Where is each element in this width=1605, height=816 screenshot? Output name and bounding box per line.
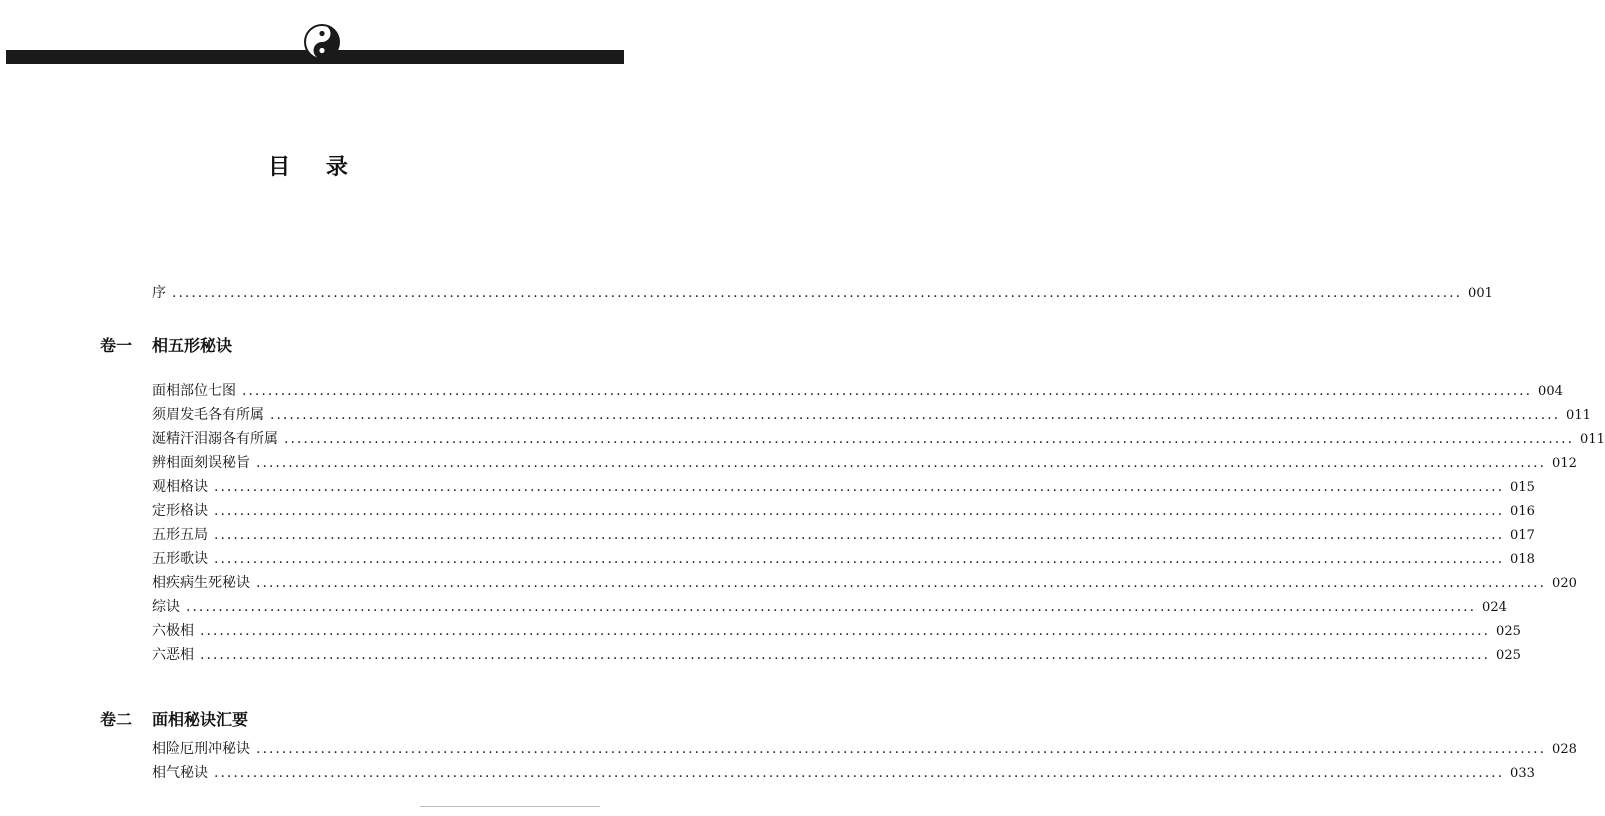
toc-entry-page: 011 xyxy=(1580,432,1605,447)
toc-entry-label: 相气秘诀 xyxy=(152,765,208,781)
toc-entry-label: 综诀 xyxy=(152,599,180,615)
toc-entry[interactable] xyxy=(152,502,1535,521)
toc-entry-page: 020 xyxy=(1552,576,1577,591)
toc-entry-page: 015 xyxy=(1510,480,1535,495)
leader-dots: ........................................................................................................................................................................................................ xyxy=(242,383,1533,399)
volume-title: 面相秘诀汇要 xyxy=(152,710,249,729)
leader-dots: ........................................................................................................................................................................................................ xyxy=(284,431,1575,447)
volume-number: 卷二 xyxy=(100,710,133,729)
leader-dots: ........................................................................................................................................................................................................ xyxy=(214,551,1505,567)
leader-dots: ........................................................................................................................................................................................................ xyxy=(256,741,1547,757)
toc-entry[interactable] xyxy=(152,622,1521,641)
leader-dots: ........................................................................................................................................................................................................ xyxy=(186,599,1477,615)
leader-dots: ........................................................................................................................................................................................................ xyxy=(200,647,1491,663)
toc-entry-page: 024 xyxy=(1482,600,1507,615)
toc-entry[interactable] xyxy=(152,382,1563,401)
toc-entry-page: 018 xyxy=(1510,552,1535,567)
volume-number: 卷一 xyxy=(100,336,133,355)
toc-entry-page: 033 xyxy=(1510,766,1535,781)
toc-entry-page: 028 xyxy=(1552,742,1577,757)
toc-entry-label: 涎精汗泪溺各有所属 xyxy=(152,431,278,447)
toc-entry-page: 011 xyxy=(1566,408,1591,423)
toc-entry-label: 须眉发毛各有所属 xyxy=(152,407,264,423)
toc-entry-page: 017 xyxy=(1510,528,1535,543)
leader-dots: ........................................................................................................................................................................................................ xyxy=(270,407,1561,423)
leader-dots: ........................................................................................................................................................................................................ xyxy=(214,503,1505,519)
toc-entry-label: 定形格诀 xyxy=(152,503,208,519)
footer-rule xyxy=(420,806,600,807)
toc-entry-label: 序 xyxy=(152,285,166,301)
toc-entry[interactable] xyxy=(152,740,1577,759)
yin-yang-icon xyxy=(304,24,340,60)
leader-dots: ........................................................................................................................................................................................................ xyxy=(256,455,1547,471)
leader-dots: ........................................................................................................................................................................................................ xyxy=(214,527,1505,543)
toc-entry[interactable] xyxy=(152,430,1605,449)
toc-entry-label: 观相格诀 xyxy=(152,479,208,495)
toc-entry-page: 025 xyxy=(1496,624,1521,639)
toc-entry[interactable] xyxy=(152,526,1535,545)
toc-entry-label: 相疾病生死秘诀 xyxy=(152,575,250,591)
leader-dots: ........................................................................................................................................................................................................ xyxy=(172,285,1463,301)
toc-entry[interactable] xyxy=(152,550,1535,569)
toc-entry-label: 五形五局 xyxy=(152,527,208,543)
toc-entry-page: 012 xyxy=(1552,456,1577,471)
leader-dots: ........................................................................................................................................................................................................ xyxy=(200,623,1491,639)
page-title: 目 录 xyxy=(268,155,362,180)
toc-entry-label: 相险厄刑冲秘诀 xyxy=(152,741,250,757)
leader-dots: ........................................................................................................................................................................................................ xyxy=(214,479,1505,495)
toc-entry-label: 面相部位七图 xyxy=(152,383,236,399)
toc-entry[interactable] xyxy=(152,574,1577,593)
leader-dots: ........................................................................................................................................................................................................ xyxy=(256,575,1547,591)
toc-entry[interactable] xyxy=(152,454,1577,473)
toc-entry[interactable] xyxy=(152,406,1591,425)
toc-entry-page: 004 xyxy=(1538,384,1563,399)
toc-entry[interactable] xyxy=(152,478,1535,497)
leader-dots: ........................................................................................................................................................................................................ xyxy=(214,765,1505,781)
toc-entry[interactable] xyxy=(152,764,1535,783)
section-heading-volume-1[interactable] xyxy=(100,333,232,356)
volume-title: 相五形秘诀 xyxy=(152,336,233,355)
toc-entry-label: 五形歌诀 xyxy=(152,551,208,567)
toc-entry[interactable] xyxy=(152,598,1507,617)
toc-entry-page: 016 xyxy=(1510,504,1535,519)
toc-entry-label: 六极相 xyxy=(152,623,194,639)
toc-entry-label: 六恶相 xyxy=(152,647,194,663)
section-heading-volume-2[interactable] xyxy=(100,707,248,730)
toc-entry-page: 025 xyxy=(1496,648,1521,663)
toc-entry-preface[interactable] xyxy=(152,284,1493,303)
toc-entry[interactable] xyxy=(152,646,1521,665)
toc-entry-page: 001 xyxy=(1468,286,1493,301)
toc-entry-label: 辨相面刻误秘旨 xyxy=(152,455,250,471)
